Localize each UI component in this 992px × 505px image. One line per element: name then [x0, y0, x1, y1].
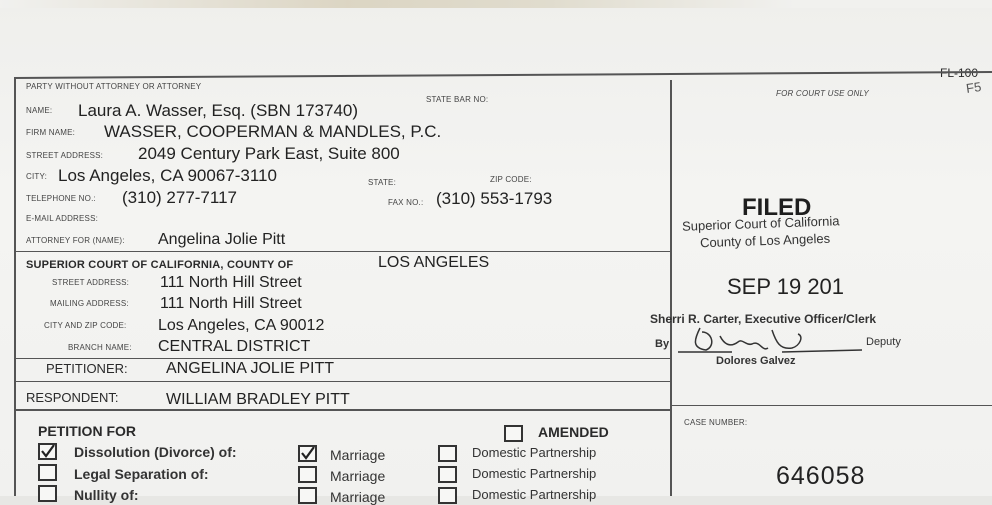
court-cityzip-label: CITY AND ZIP CODE: [44, 321, 127, 330]
stamp-court-line2: County of Los Angeles [699, 230, 831, 251]
case-number-label: CASE NUMBER: [684, 418, 748, 427]
zip-label: ZIP CODE: [490, 175, 532, 184]
street-label: STREET ADDRESS: [26, 151, 104, 160]
divider-right-case [671, 405, 992, 406]
court-use-label: FOR COURT USE ONLY [776, 89, 869, 98]
divider-right-col [670, 80, 672, 496]
legal-separation-label: Legal Separation of: [74, 466, 209, 482]
attorney-for-label: ATTORNEY FOR (NAME): [26, 236, 125, 245]
petitioner-name: ANGELINA JOLIE PITT [166, 360, 335, 377]
petitioner-label: PETITIONER: [46, 361, 128, 376]
firm-label: FIRM NAME: [26, 128, 76, 137]
court-branch: CENTRAL DISTRICT [158, 338, 311, 355]
divider-attorney-court [15, 251, 671, 252]
divider-court-parties [15, 358, 671, 359]
court-mailing-label: MAILING ADDRESS: [50, 299, 129, 308]
court-county: LOS ANGELES [378, 254, 490, 271]
dissolution-dp-checkbox[interactable] [438, 445, 457, 462]
nullity-checkbox[interactable] [38, 485, 57, 502]
court-branch-label: BRANCH NAME: [68, 343, 132, 352]
separation-marriage-label: Marriage [330, 468, 386, 484]
email-label: E-MAIL ADDRESS: [26, 214, 99, 223]
check-icon [40, 445, 55, 458]
court-street: 111 North Hill Street [160, 274, 302, 291]
respondent-name: WILLIAM BRADLEY PITT [166, 391, 350, 408]
dissolution-dp-label: Domestic Partnership [472, 445, 597, 460]
court-street-label: STREET ADDRESS: [52, 278, 130, 287]
dissolution-checkbox[interactable] [38, 443, 57, 460]
separation-dp-label: Domestic Partnership [472, 466, 597, 481]
dissolution-marriage-label: Marriage [330, 447, 386, 463]
attorney-section-label: PARTY WITHOUT ATTORNEY OR ATTORNEY [26, 82, 202, 91]
separation-marriage-checkbox[interactable] [298, 466, 317, 483]
attorney-for: Angelina Jolie Pitt [158, 231, 286, 248]
court-cityzip: Los Angeles, CA 90012 [158, 317, 325, 334]
nullity-marriage-label: Marriage [330, 489, 386, 505]
dissolution-marriage-checkbox[interactable] [298, 445, 317, 462]
court-mailing: 111 North Hill Street [160, 295, 302, 312]
frame-left [14, 78, 16, 496]
separation-dp-checkbox[interactable] [438, 466, 457, 483]
deputy-signature [672, 322, 872, 358]
fax-label: FAX NO.: [388, 198, 424, 207]
divider-parties-petition [15, 409, 671, 411]
state-bar-label: STATE BAR NO: [426, 95, 489, 104]
nullity-dp-label: Domestic Partnership [472, 487, 597, 502]
deputy-name: Dolores Galvez [716, 355, 796, 367]
legal-separation-checkbox[interactable] [38, 464, 57, 481]
respondent-label: RESPONDENT: [26, 390, 119, 405]
amended-checkbox[interactable] [504, 425, 523, 442]
phone-label: TELEPHONE NO.: [26, 194, 96, 203]
attorney-city: Los Angeles, CA 90067-3110 [58, 166, 277, 185]
frame-top [14, 71, 992, 79]
attorney-fax: (310) 553-1793 [436, 189, 553, 208]
state-label: STATE: [368, 178, 397, 187]
divider-petitioner-respondent [15, 381, 671, 382]
filed-stamp: FILED [742, 194, 812, 221]
attorney-phone: (310) 277-7117 [122, 188, 237, 207]
attorney-street: 2049 Century Park East, Suite 800 [138, 144, 400, 163]
petition-title: PETITION FOR [38, 423, 136, 439]
firm-name: WASSER, COOPERMAN & MANDLES, P.C. [104, 122, 442, 141]
nullity-label: Nullity of: [74, 487, 139, 503]
city-label: CITY: [26, 172, 48, 181]
case-number: 646058 [776, 462, 866, 490]
dissolution-label: Dissolution (Divorce) of: [74, 444, 237, 460]
by-label: By [655, 338, 670, 350]
stamp-court-line1: Superior Court of California [681, 213, 840, 234]
clerk-line: Sherri R. Carter, Executive Officer/Clerk [650, 312, 877, 326]
deputy-label: Deputy [866, 336, 901, 348]
check-icon [300, 447, 315, 460]
corner-mark: F5 [965, 79, 983, 96]
filed-date: SEP 19 201 [727, 274, 845, 299]
top-shadow [0, 0, 992, 8]
name-label: NAME: [26, 106, 53, 115]
amended-label: AMENDED [538, 424, 609, 440]
attorney-name: Laura A. Wasser, Esq. (SBN 173740) [78, 101, 359, 120]
court-title: SUPERIOR COURT OF CALIFORNIA, COUNTY OF [26, 259, 294, 271]
